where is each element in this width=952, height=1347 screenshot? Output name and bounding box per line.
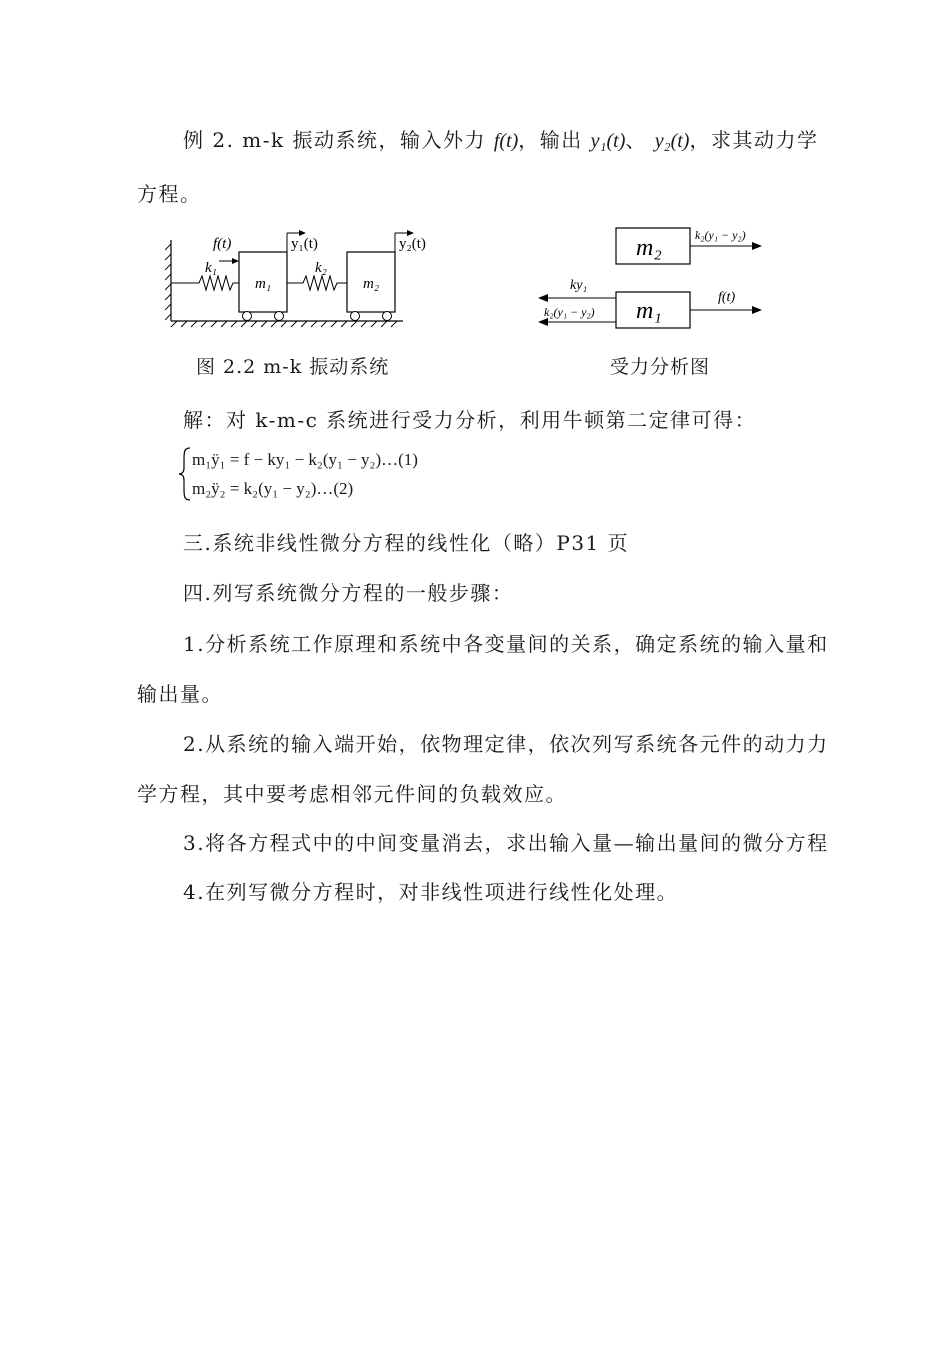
label-m2: m₂ — [363, 276, 380, 292]
equation-brace — [178, 446, 192, 502]
step-2-line-1: 2.从系统的输入端开始，依物理定律，依次列写系统各元件的动力力 — [183, 732, 829, 756]
step-1-line-2: 输出量。 — [137, 682, 223, 706]
spring-k2 — [287, 276, 347, 290]
label-k1: k₁ — [205, 260, 217, 276]
fbd-ky1: ky₁ — [570, 278, 588, 293]
label-y2: y₂(t) — [399, 236, 426, 252]
intro-sep: 、 — [625, 128, 647, 152]
fbd-ft: f(t) — [718, 290, 736, 305]
section-4: 四.列写系统微分方程的一般步骤： — [183, 581, 514, 605]
mk-system-diagram — [165, 228, 465, 328]
intro-line-2: 方程。 — [137, 182, 202, 206]
section-3: 三.系统非线性微分方程的线性化（略）P31 页 — [183, 531, 630, 555]
intro-prefix: 例 2. m-k 振动系统，输入外力 — [183, 128, 486, 152]
step-4: 4.在列写微分方程时，对非线性项进行线性化处理。 — [183, 880, 679, 904]
intro-line-1 — [183, 124, 818, 153]
fbd-m1-label: m₁ — [636, 298, 662, 324]
label-y1: y₁(t) — [291, 236, 318, 252]
spring-k1 — [171, 276, 239, 290]
intro-mid: ，输出 — [518, 128, 583, 152]
step-3: 3.将各方程式中的中间变量消去，求出输入量—输出量间的微分方程 — [183, 831, 829, 855]
equation-1: m₁ÿ₁ = f − ky₁ − k₂(y₁ − y₂)…(1) — [192, 450, 418, 469]
fbd-m1-left-force: k₂(y₁ − y₂) — [544, 305, 595, 319]
y2-symbol: y₂(t) — [654, 130, 690, 152]
fbd-m2-label: m₂ — [636, 235, 662, 261]
label-ft: f(t) — [213, 236, 232, 252]
equation-2: m₂ÿ₂ = k₂(y₁ − y₂)…(2) — [192, 479, 354, 498]
ft-symbol: f(t) — [493, 130, 519, 152]
step-1-line-1: 1.分析系统工作原理和系统中各变量间的关系，确定系统的输入量和 — [183, 632, 829, 656]
step-2-line-2: 学方程，其中要考虑相邻元件间的负载效应。 — [137, 782, 567, 806]
intro-suffix: ，求其动力学 — [689, 128, 819, 152]
force-analysis-diagram — [530, 222, 780, 332]
label-k2: k₂ — [315, 260, 327, 276]
fbd-m2-force: k₂(y₁ − y₂) — [695, 228, 746, 242]
solution-text: 解：对 k-m-c 系统进行受力分析，利用牛顿第二定律可得： — [183, 408, 757, 432]
figure-caption-left: 图 2.2 m-k 振动系统 — [196, 356, 390, 378]
label-m1: m₁ — [255, 276, 272, 292]
y1-symbol: y₁(t) — [590, 130, 626, 152]
figure-caption-right: 受力分析图 — [610, 356, 711, 378]
